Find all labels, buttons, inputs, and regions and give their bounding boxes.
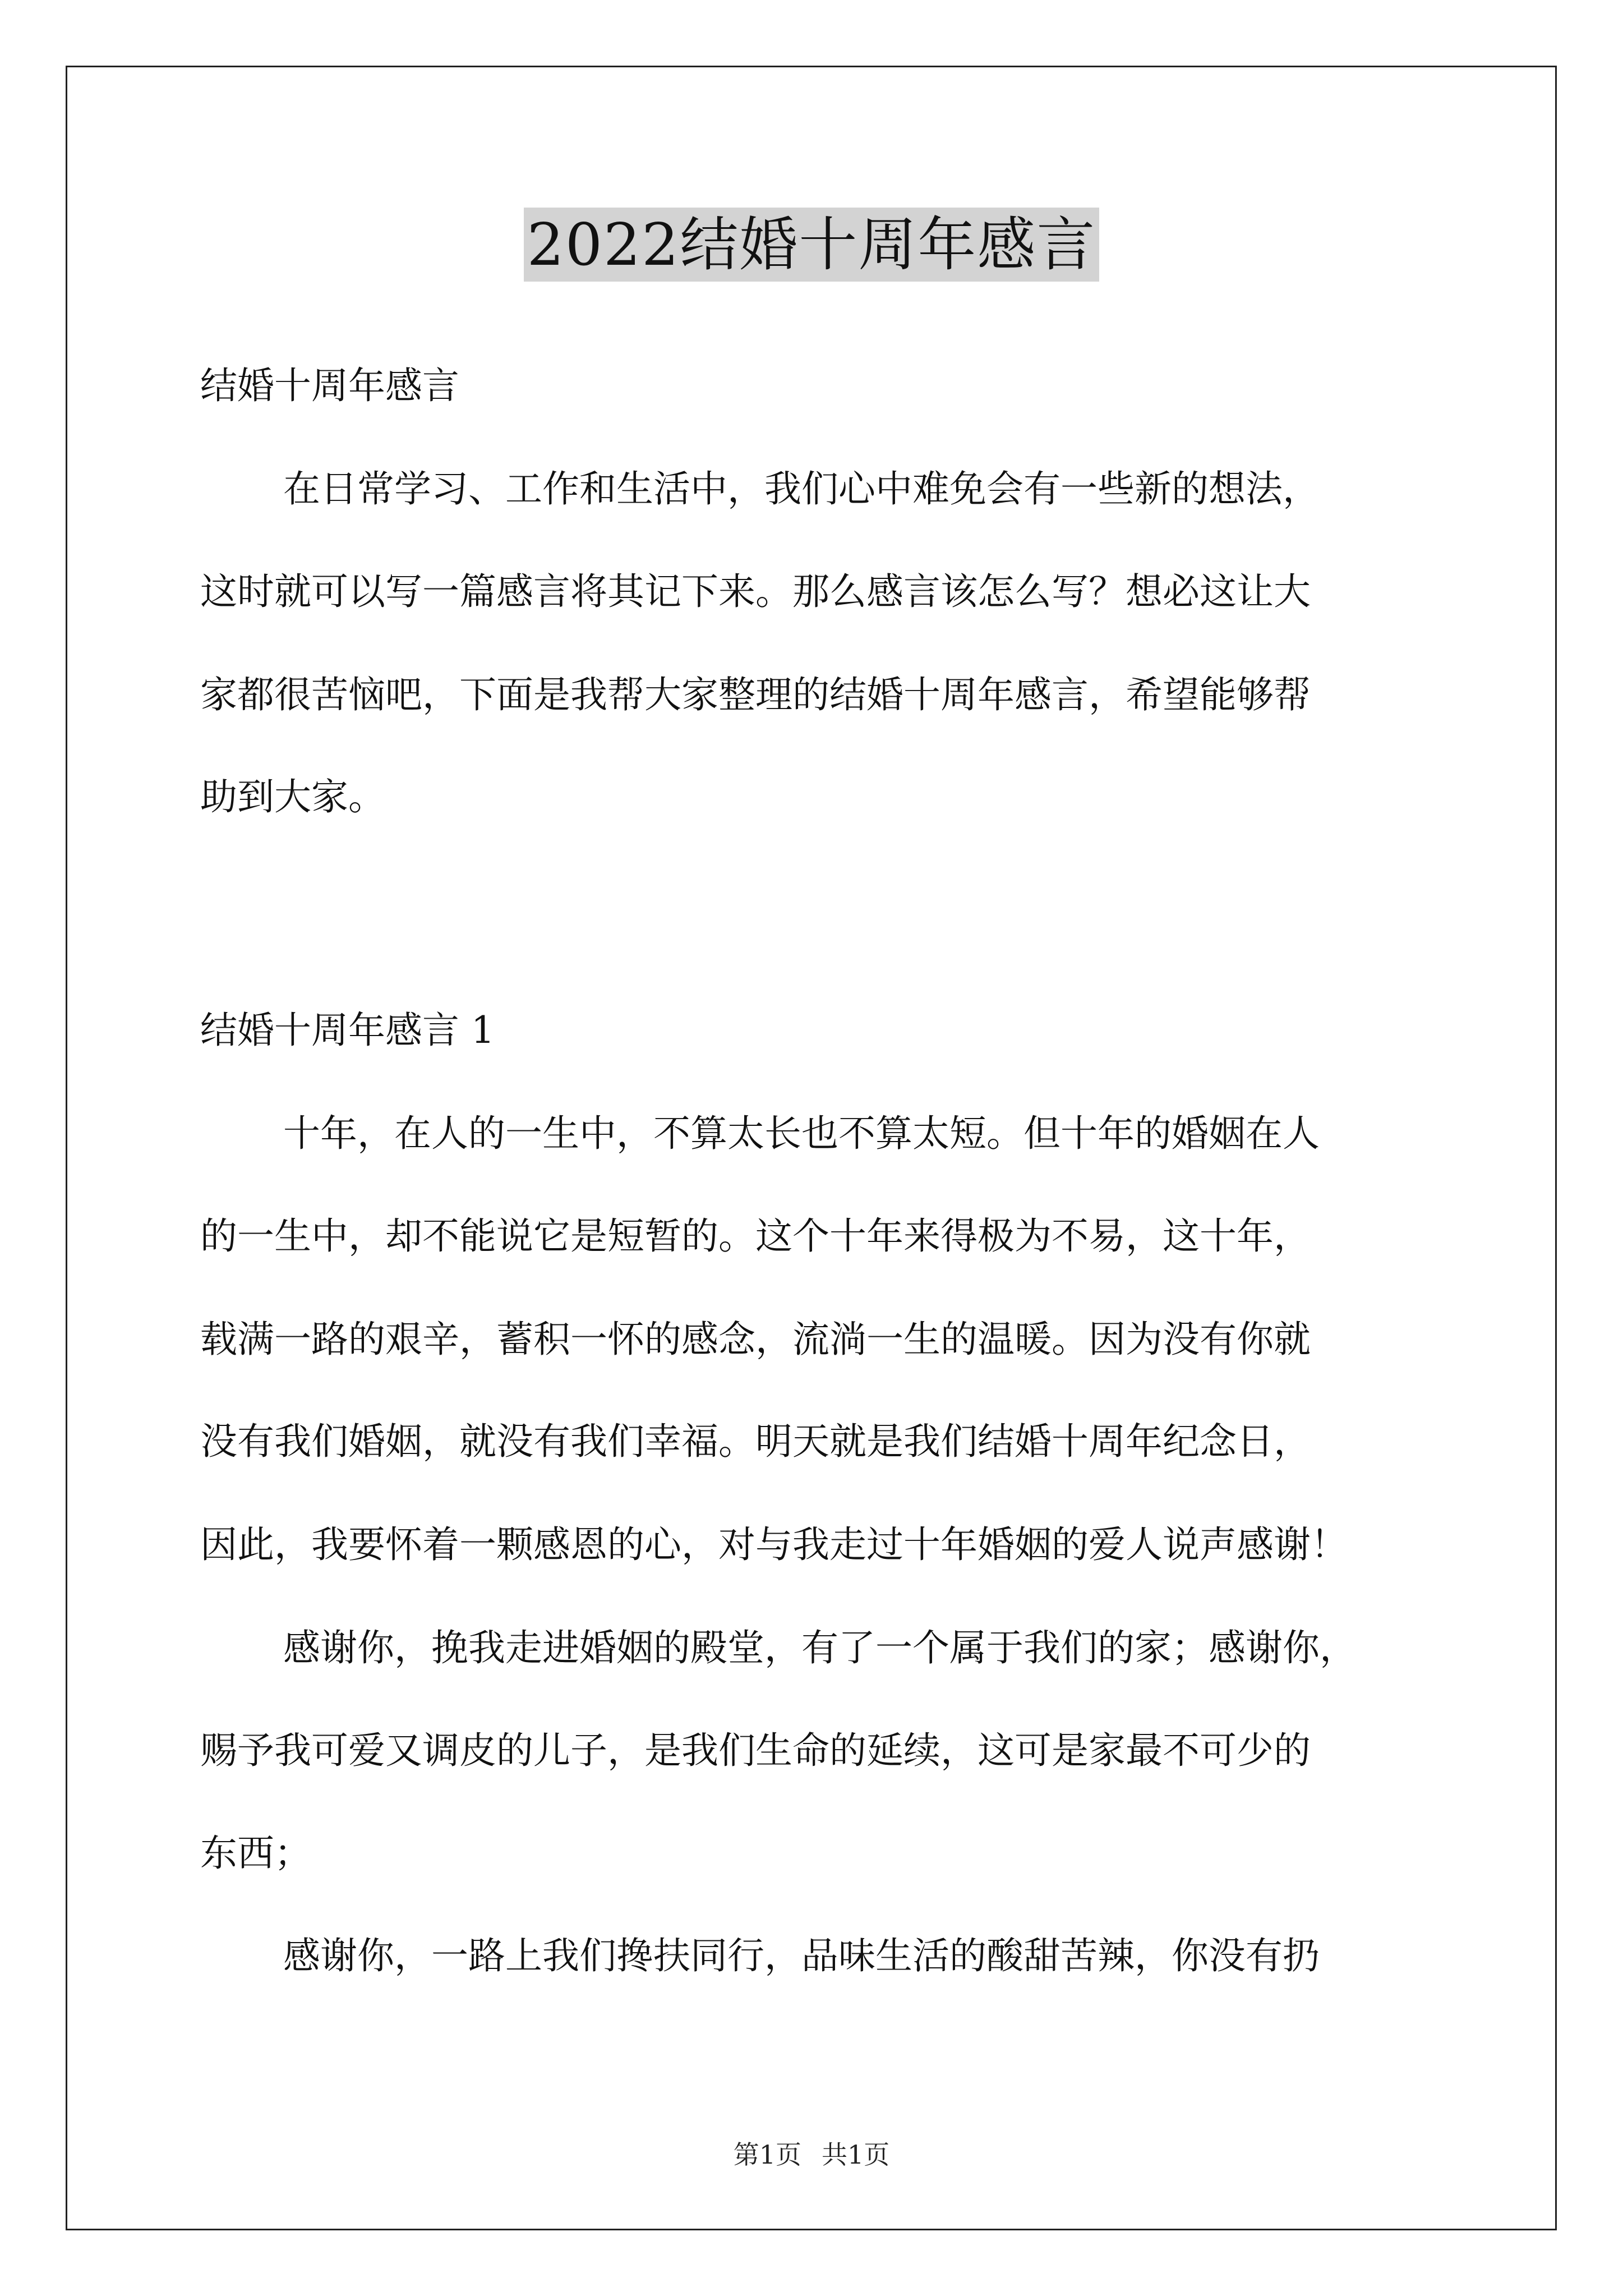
intro-line-4: 助到大家。 <box>200 775 385 818</box>
para1-line-4: 没有我们婚姻，就没有我们幸福。明天就是我们结婚十周年纪念日， <box>200 1420 1311 1463</box>
page-number: 第1页 <box>733 2139 801 2170</box>
intro-heading: 结婚十周年感言 <box>200 364 459 407</box>
title-container <box>0 208 1623 282</box>
para1-line-1: 十年，在人的一生中，不算太长也不算太短。但十年的婚姻在人 <box>283 1112 1320 1155</box>
document-title: 2022结婚十周年感言 <box>524 208 1100 282</box>
intro-line-2: 这时就可以写一篇感言将其记下来。那么感言该怎么写？想必这让大 <box>200 570 1311 613</box>
para2-line-2: 赐予我可爱又调皮的儿子，是我们生命的延续，这可是家最不可少的 <box>200 1729 1311 1772</box>
para1-line-5: 因此，我要怀着一颗感恩的心，对与我走过十年婚姻的爱人说声感谢！ <box>200 1523 1348 1566</box>
page-total: 共1页 <box>822 2139 890 2170</box>
para1-line-3: 载满一路的艰辛，蓄积一怀的感念，流淌一生的温暖。因为没有你就 <box>200 1318 1311 1361</box>
para1-line-2: 的一生中，却不能说它是短暂的。这个十年来得极为不易，这十年， <box>200 1214 1311 1258</box>
page-footer <box>0 2134 1623 2171</box>
intro-line-3: 家都很苦恼吧，下面是我帮大家整理的结婚十周年感言，希望能够帮 <box>200 673 1311 716</box>
para2-line-3: 东西； <box>200 1832 311 1875</box>
section-heading: 结婚十周年感言 1 <box>200 1009 495 1052</box>
para3-line-1: 感谢你，一路上我们搀扶同行，品味生活的酸甜苦辣，你没有扔 <box>283 1934 1320 1977</box>
intro-line-1: 在日常学习、工作和生活中，我们心中难免会有一些新的想法， <box>283 467 1320 510</box>
para2-line-1: 感谢你，挽我走进婚姻的殿堂，有了一个属于我们的家；感谢你， <box>283 1626 1357 1669</box>
